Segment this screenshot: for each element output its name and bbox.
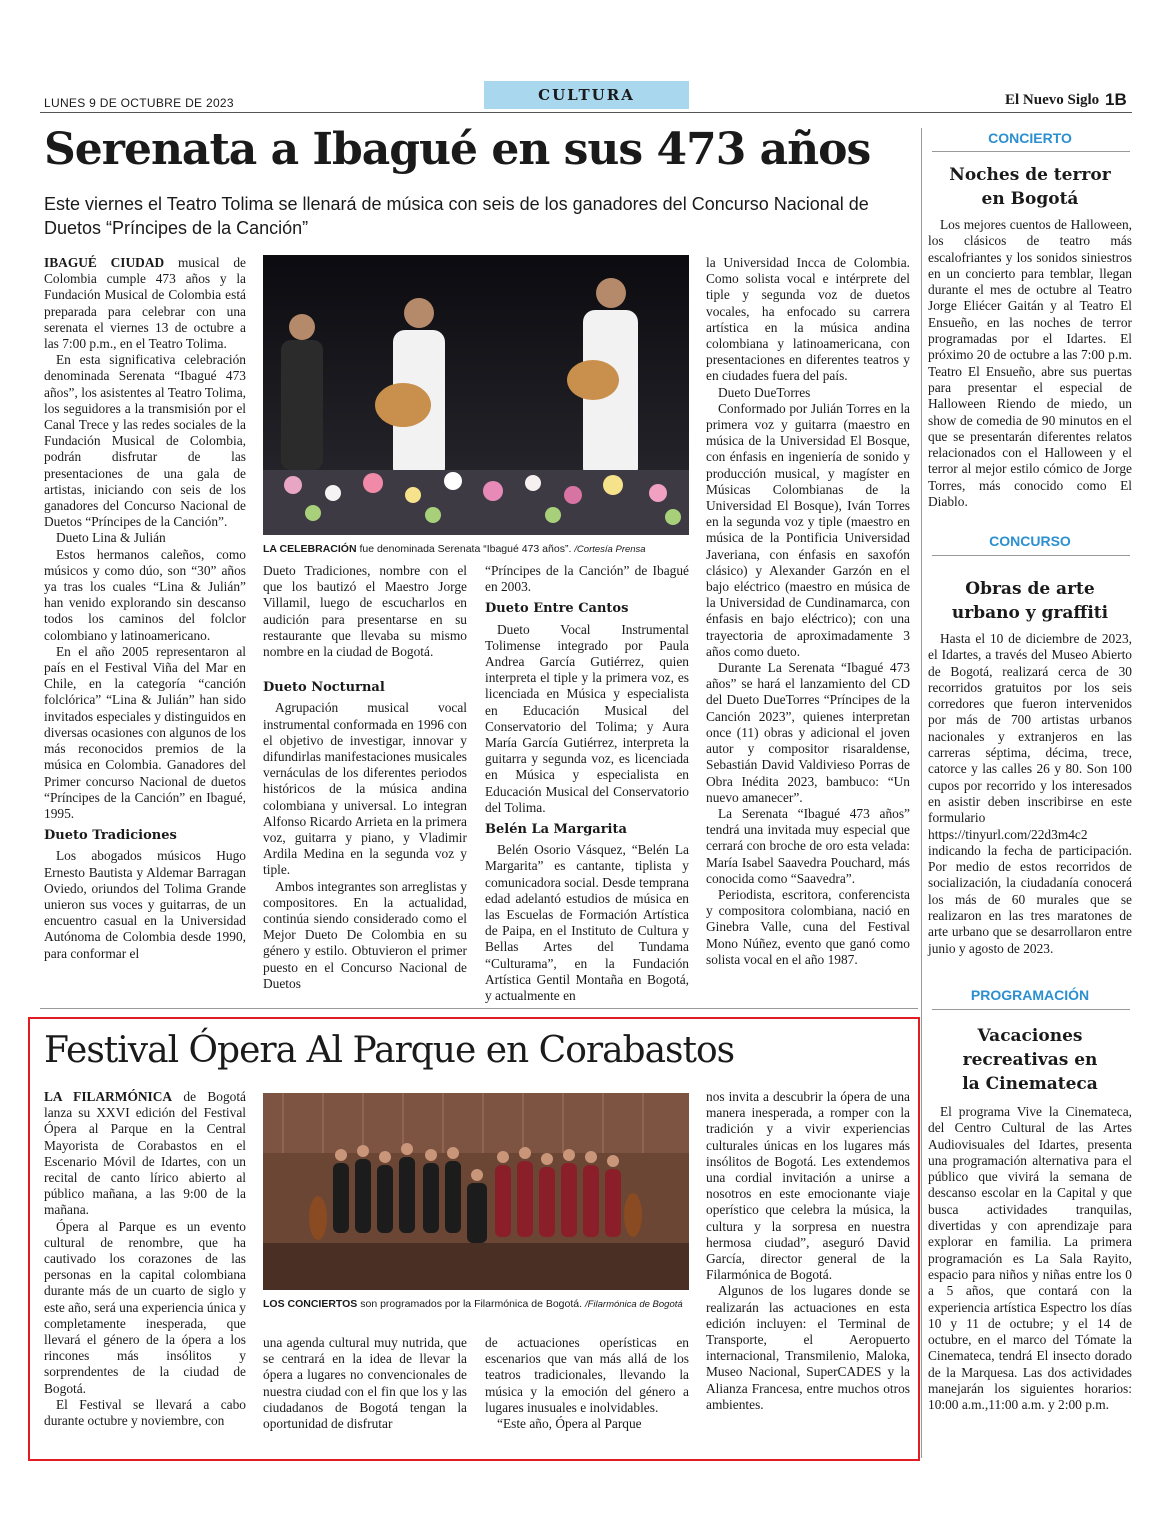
title-line: Noches de terror	[949, 165, 1111, 185]
subheading: Dueto Nocturnal	[263, 680, 385, 696]
paragraph: una agenda cultural muy nutrida, que se centrará en la idea de llevar la ópera a lugares no convencionales de nuestra ciudad con el fin que los y las ciudadanos de Bogotá tengan la oportunidad de disfrutar	[263, 1335, 467, 1432]
lead-in: LA FILARMÓNICA	[44, 1089, 173, 1104]
article-column-2	[263, 563, 467, 992]
article-divider	[40, 1008, 918, 1009]
paragraph: Los mejores cuentos de Halloween, los clásicos de teatro más escalofriantes y los sonidos siniestros en un concierto para temblar, llegan durante el mes de octubre al Teatro Jorge Eliécer Gaitán y al Teatro El Ensueño, en las noches de terror programadas por el Idartes. El próximo 20 de octubre a las 7:00 p.m. Teatro El Ensueño, abre sus puertas para presentar el especial de Halloween Riendo de miedo, un show de comedia de 90 minutos en el que se presentarán diferentes relatos relacionados con el Halloween y el terror al mejor estilo cómico de Jorge Torres, más conocido como El Diablo.	[928, 217, 1132, 510]
sidebar-title-3	[928, 1024, 1132, 1096]
paragraph: El programa Vive la Cinemateca, del Centro Cultural de las Artes Audiovisuales del Idartes, presenta una programación alternativa para el público que vivirá la semana de descanso escolar en la Capital y que busca actividades tranquilas, divertidas y con aprendizaje para explorar en familia. La primera programación es La Sala Rayito, espacio para niños y niñas entre los 0 a 5 años, que contará con la experiencia artística Espectro los días 10 y 11 de octubre; y el 14 de octubre, en el marco del Tómate la Cinemateca, tendrá El insecto dorado de la Marquesa. Las dos actividades manejarán los siguientes horarios: 10:00 a.m.,11:00 a.m. y 2:00 p.m.	[928, 1104, 1132, 1413]
article-column-4	[706, 255, 910, 968]
article-title: Festival Ópera Al Parque en Corabastos	[44, 1030, 735, 1071]
paragraph: Belén Osorio Vásquez, “Belén La Margarita” es cantante, tiplista y comunicadora social. Desde temprana edad adelantó estudios de música en las Escuelas de Formación Artística de Paipa, en el Instituto de Cultura y Bellas Artes del Tundama “Culturama”, en la Fundación Artística Gentil Montaña en Bogotá, y actualmente en	[485, 842, 689, 1004]
paragraph: Ambos integrantes son arreglistas y compositores. En la actualidad, continúa siendo considerado como el Mejor Dueto De Colombia en su género y estilo. Obtuvieron el primer puesto en el Concurso Nacional de Duetos	[263, 878, 467, 991]
article-subtitle: Este viernes el Teatro Tolima se llenará de música con seis de los ganadores del Concurso Nacional de Duetos “Príncipes de la Canción”	[44, 194, 869, 238]
paragraph: Agrupación musical vocal instrumental conformada en 1996 con el objetivo de investigar, innovar y difundirlas manifestaciones musicales vernáculas de los diferentes periodos históricos de la música andina colombiana y universal. Lo integran Alfonso Ricardo Arrieta en la primera voz, guitarra y piano, y Vladimir Ardila Medina en la segunda voz y tiple.	[263, 700, 467, 878]
sidebar-body-3	[928, 1104, 1132, 1414]
title-line: recreativas en	[962, 1050, 1098, 1070]
sidebar-body-1	[928, 217, 1132, 510]
paragraph: “Príncipes de la Canción” de Ibagué en 2003.	[485, 563, 689, 595]
sidebar-rule	[932, 1009, 1130, 1010]
article2-column-2	[263, 1335, 467, 1432]
sidebar-tag-concierto: CONCIERTO	[988, 130, 1072, 146]
paragraph: la Universidad Incca de Colombia. Como solista vocal e intérprete del tiple y segunda voz de duetos vocales, ha enfocado su carrera artística en la música andina colombiana y latinoamericana, con presentaciones en diferentes teatros y en ciudades fuera del país.	[706, 255, 910, 384]
paragraph: En esta significativa celebración denominada Serenata “Ibagué 473 años”, los asistentes al Teatro Tolima, los seguidores a la transmisión por el Canal Trece y las redes sociales de la Fundación Musical de Colombia, podrán disfrutar de las presentaciones de una gala de artistas, iniciando con seis de los ganadores del Concurso Nacional de Duetos “Príncipes de la Canción”.	[44, 352, 246, 530]
paragraph: Durante La Serenata “Ibagué 473 años” se hará el lanzamiento del CD del Dueto DueTorres “Príncipes de la Canción 2023”, quienes interpretan once (11) obras y adicional el joven autor y compositor risaraldense, Sebastián David Valdivieso Porras de Obra Inédita 2023, bambuco: “Un nuevo amanecer”.	[706, 660, 910, 805]
paragraph: Hasta el 10 de diciembre de 2023, el Idartes, a través del Museo Abierto de Bogotá, realizará cerca de 30 recorridos gratuitos por los seis corredores que fueron intervenidos por más de 700 artistas urbanos nacionales y extranjeros en las carreras séptima, décima, trece, catorce y las calles 26 y 80. Son 100 cupos por recorrido y los interesados en asistir deben inscribirse en este formulario https://tinyurl.com/22d3m4c2 indicando la fecha de participación. Por medio de estos recorridos de socialización, la ciudadanía conocerá los más de 60 murales que se realizaron en las tres maratones de arte urbano que se desarrollaron entre junio y agosto de 2023.	[928, 631, 1132, 956]
paragraph: de actuaciones operísticas en escenarios que van más allá de los teatros tradicionales, llevando la música y la emoción del género a lugares inusuales e inolvidables.	[485, 1335, 689, 1415]
paragraph: Dueto Lina & Julián	[56, 530, 166, 546]
title-line: Obras de arte	[965, 579, 1095, 599]
article2-column-3	[485, 1335, 689, 1432]
title-line: urbano y graffiti	[951, 603, 1109, 623]
sidebar-body-2	[928, 631, 1132, 957]
paragraph: Dueto DueTorres	[718, 384, 811, 400]
sidebar-rule	[932, 555, 1130, 556]
paragraph: Dueto Tradiciones, nombre con el que los bautizó el Maestro Jorge Villamil, luego de escucharlos en audición para presentarse en su restaurante que llevaba su mismo nombre en la ciudad de Bogotá.	[263, 563, 467, 660]
paragraph: nos invita a descubrir la ópera de una manera inesperada, a romper con la tradición y a vivir experiencias culturales únicas en los lugares más insólitos de Bogotá. Les extendemos una cordial invitación a unirse a nosotros en este emocionante viaje operístico que celebra la música, la cultura y la sorpresa en nuestra hermosa ciudad”, aseguró David García, director general de la Filarmónica de Bogotá.	[706, 1089, 910, 1283]
caption-credit: /Filarmónica de Bogotá	[584, 1299, 683, 1310]
sidebar-tag-programacion: PROGRAMACIÓN	[970, 987, 1090, 1003]
header-rule	[40, 112, 1132, 113]
subheading: Belén La Margarita	[485, 822, 627, 838]
photo-caption	[263, 1297, 693, 1312]
sidebar-title-2	[928, 577, 1132, 625]
sidebar-tag-concurso: CONCURSO	[989, 533, 1071, 549]
concert-photo-illustration	[263, 255, 689, 535]
paragraph: Dueto Vocal Instrumental Tolimense integrado por Paula Andrea García Gutiérrez, quien interpreta el tiple y la primera voz, es licenciada en Música y especialista en Educación Musical del Conservatorio del Tolima; y Aura María García Gutiérrez, interpreta la guitarra y segunda voz, es licenciada en Música y especialista en Educación Musical del Conservatorio del Tolima.	[485, 621, 689, 815]
paragraph: Estos hermanos caleños, como músicos y como dúo, son “30” años ya tras los cuales “Lina & Julián” han venido explorando sin descanso todos los caminos del folclor colombiano y latinoamericano.	[44, 546, 246, 643]
title-line: en Bogotá	[981, 189, 1079, 209]
photo-caption	[263, 542, 693, 557]
title-line: Vacaciones	[977, 1026, 1083, 1046]
paragraph: En el año 2005 representaron al país en el Festival Viña del Mar en Chile, en la categoría “canción folclórica” “Lina & Julián” han sido invitados especiales y distinguidos en diversas ocasiones con algunos de los más reconocidos premios de la música en Colombia. Ganadores del Primer concurso Nacional de duetos “Príncipes de la Canción” en Ibagué, 1995.	[44, 643, 246, 821]
paragraph: Algunos de los lugares donde se realizarán las actuaciones en esta edición incluyen: el Terminal de Transporte, el Aeropuerto internacional, Transmilenio, Maloka, Museo Nacional, SuperCADES y la Alianza Francesa, entre muchos otros ambientes.	[706, 1283, 910, 1412]
section-label: CULTURA	[484, 81, 689, 109]
subheading: Dueto Tradiciones	[44, 828, 177, 844]
paragraph: de Bogotá lanza su XXVI edición del Festival Ópera al Parque en la Central Mayorista de Corabastos en el Escenario Móvil de Idartes, con un recital de canto lírico abierto al público mañana, a las 9:00 de la mañana.	[44, 1089, 246, 1218]
caption-text: son programados por la Filarmónica de Bogotá.	[360, 1298, 583, 1310]
sidebar-title-1	[928, 163, 1132, 211]
title-line: la Cinemateca	[962, 1074, 1098, 1094]
subheading: Dueto Entre Cantos	[485, 601, 629, 617]
masthead: El Nuevo Siglo	[1005, 92, 1100, 108]
caption-lead: LOS CONCIERTOS	[263, 1298, 358, 1310]
caption-lead: LA CELEBRACIÓN	[263, 543, 357, 555]
page-date: LUNES 9 DE OCTUBRE DE 2023	[44, 96, 234, 110]
paragraph: Los abogados músicos Hugo Ernesto Bautista y Aldemar Barragan Oviedo, oriundos del Tolima Grande unieron sus voces y guitarras, de un encuentro casual en la Universidad Autónoma de Colombia desde 1990, para conformar el	[44, 848, 246, 961]
lead-in: IBAGUÉ CIUDAD	[44, 255, 165, 270]
article-column-3	[485, 563, 689, 1004]
article-title: Serenata a Ibagué en sus 473 años	[44, 124, 871, 175]
concert-photo	[263, 255, 689, 535]
paragraph: El Festival se llevará a cabo durante octubre y noviembre, con	[44, 1396, 246, 1429]
sidebar-divider	[921, 128, 922, 1458]
orchestra-photo-illustration	[263, 1093, 689, 1290]
page-number: 1B	[1105, 90, 1127, 109]
article2-column-4	[706, 1089, 910, 1413]
paragraph: La Serenata “Ibagué 473 años” tendrá una invitada muy especial que cerrará con broche de oro esta velada: María Isabel Saavedra Pouchard, más conocida como “Saavedra”.	[706, 805, 910, 886]
paragraph: “Este año, Ópera al Parque	[497, 1416, 642, 1432]
paragraph: Periodista, escritora, conferencista y compositora colombiana, nació en Ginebra Valle, cuna del Festival Mono Núñez, evento que ganó como solista vocal en el año 1987.	[706, 886, 910, 967]
paragraph: musical de Colombia cumple 473 años y la Fundación Musical de Colombia está preparada para celebrar con una serenata el viernes 13 de octubre a las 7:00 p.m., en el Teatro Tolima.	[44, 255, 246, 352]
article-column-1	[44, 255, 246, 962]
caption-credit: /Cortesía Prensa	[574, 544, 646, 555]
sidebar-rule	[932, 151, 1130, 152]
paragraph: Ópera al Parque es un evento cultural de renombre, que ha cautivado los corazones de las personas en la capital colombiana durante más de un cuarto de siglo y este año, será una experiencia única y completamente inesperada, que llevará el género de la ópera a los rincones más insólitos y sorprendentes de la ciudad de Bogotá.	[44, 1218, 246, 1396]
article2-column-1	[44, 1089, 246, 1429]
orchestra-photo	[263, 1093, 689, 1290]
paragraph: Conformado por Julián Torres en la primera voz y guitarra (maestro en música de la Universidad El Bosque, con énfasis en ingeniería de sonido y producción musical, y magíster en Músicas Colombianas de la Universidad El Bosque), Iván Torres en la segunda voz y tiple (maestro en música de la Pontificia Universidad Javeriana, con énfasis en saxofón clásico) y Alexander Garzón en el bajo eléctrico (maestro en música de la Universidad de Cundinamarca, con énfasis en bajo eléctrico); con una trayectoria de aproximadamente 3 años como dueto.	[706, 400, 910, 659]
caption-text: fue denominada Serenata “Ibagué 473 años”.	[359, 543, 572, 555]
